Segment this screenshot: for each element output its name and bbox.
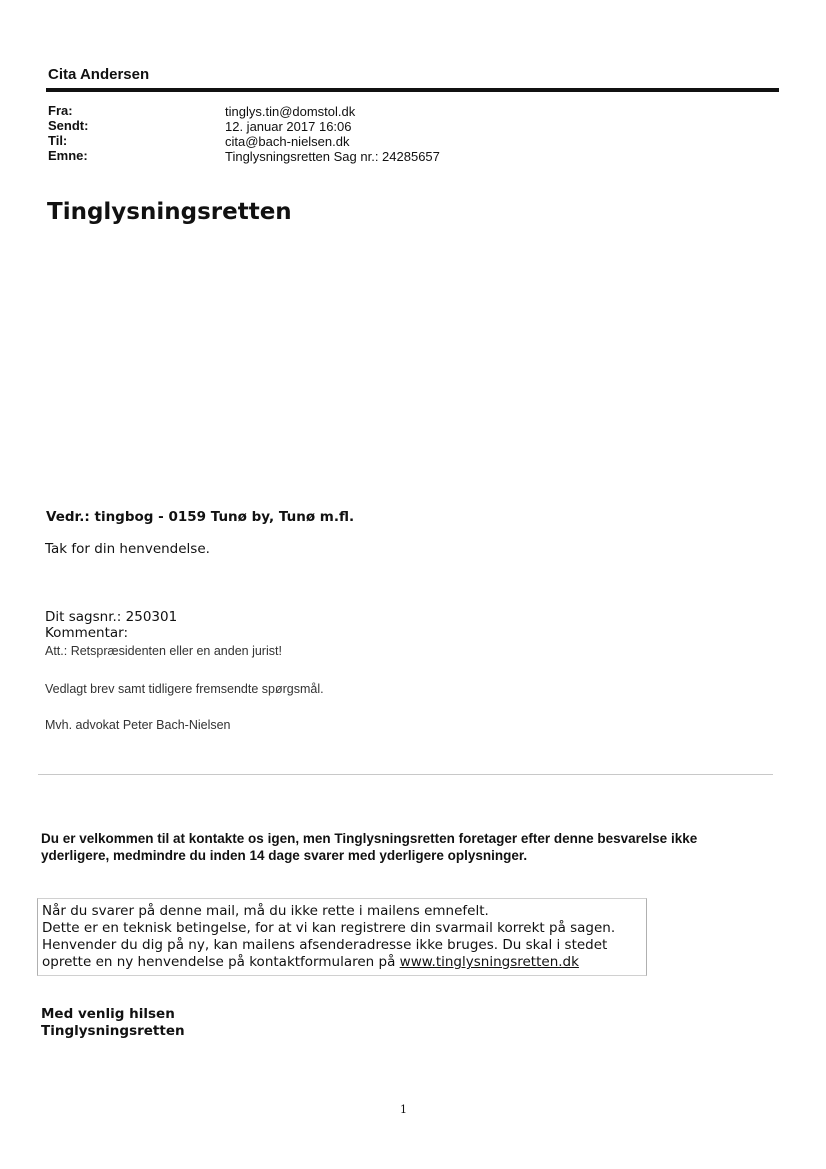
to-value: cita@bach-nielsen.dk bbox=[225, 134, 350, 149]
reply-instruction-line: Når du svarer på denne mail, må du ikke rette i mailens emnefelt. bbox=[42, 903, 489, 919]
brand-title: Tinglysningsretten bbox=[47, 199, 292, 225]
from-label: Fra: bbox=[48, 103, 73, 118]
reply-instruction-line bbox=[42, 954, 579, 971]
comment-line: Vedlagt brev samt tidligere fremsendte spørgsmål. bbox=[45, 682, 324, 696]
page-number: 1 bbox=[400, 1103, 407, 1116]
header-divider bbox=[46, 88, 779, 92]
subject-label: Emne: bbox=[48, 148, 88, 163]
comment-label: Kommentar: bbox=[45, 625, 129, 641]
sent-label: Sendt: bbox=[48, 118, 89, 133]
reply-instructions-box bbox=[37, 898, 647, 976]
account-name: Cita Andersen bbox=[48, 66, 150, 83]
from-value: tinglys.tin@domstol.dk bbox=[225, 104, 356, 119]
reply-instruction-line: Dette er en teknisk betingelse, for at vi kan registrere din svarmail korrekt på sagen. bbox=[42, 920, 616, 936]
comment-line: Mvh. advokat Peter Bach-Nielsen bbox=[45, 718, 231, 732]
notice-text: Du er velkommen til at kontakte os igen, men Tinglysningsretten foretager efter denne besvarelse ikke yderligere, medmindre du inden 14 dage svarer med yderligere oplysninger. bbox=[41, 831, 698, 863]
section-divider bbox=[38, 774, 773, 775]
comment-line: Att.: Retspræsidenten eller en anden jurist! bbox=[45, 644, 282, 658]
thanks-text: Tak for din henvendelse. bbox=[45, 541, 210, 557]
reply-instruction-text: oprette en ny henvendelse på kontaktformularen på bbox=[42, 954, 400, 970]
regarding-line: Vedr.: tingbog - 0159 Tunø by, Tunø m.fl. bbox=[46, 509, 355, 525]
contact-form-link[interactable]: www.tinglysningsretten.dk bbox=[399, 954, 579, 970]
to-label: Til: bbox=[48, 133, 68, 148]
sent-value: 12. januar 2017 16:06 bbox=[225, 119, 352, 134]
closing-greeting: Med venlig hilsen bbox=[41, 1006, 175, 1022]
reply-instruction-line: Henvender du dig på ny, kan mailens afsenderadresse ikke bruges. Du skal i stedet bbox=[42, 937, 608, 953]
closing-signature: Tinglysningsretten bbox=[41, 1023, 185, 1039]
subject-value: Tinglysningsretten Sag nr.: 24285657 bbox=[225, 149, 440, 164]
case-number: Dit sagsnr.: 250301 bbox=[45, 609, 178, 625]
